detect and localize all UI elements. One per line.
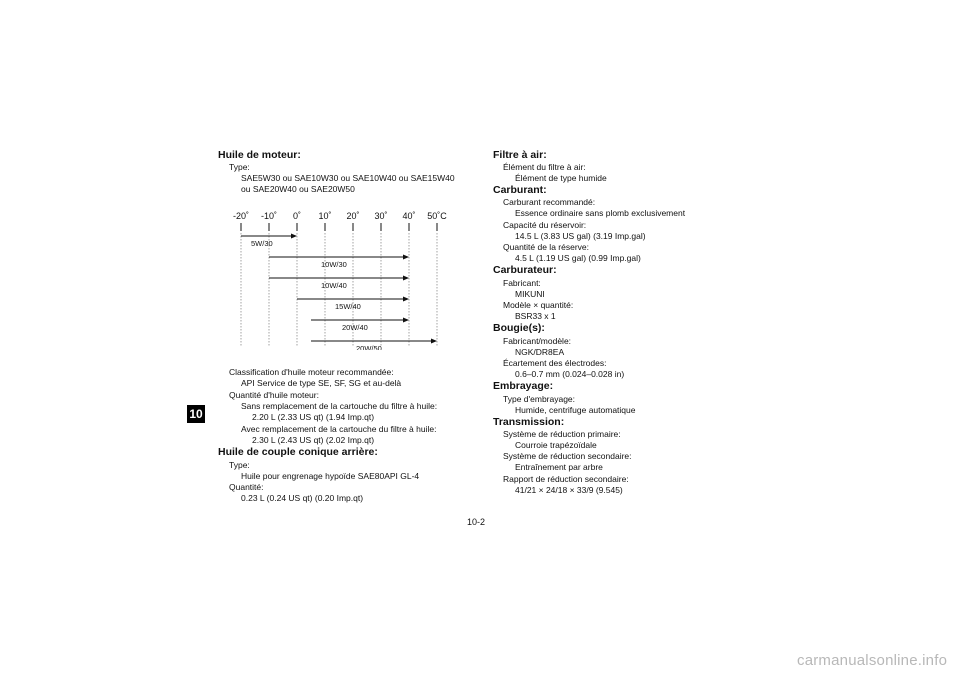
transmission-secondary-label: Système de réduction secondaire: (503, 451, 632, 461)
rear-gear-oil-heading: Huile de couple conique arrière: (218, 446, 378, 458)
oil-quantity-label: Quantité d'huile moteur: (229, 390, 319, 400)
grade-arrow-0 (291, 234, 297, 239)
fuel-tank-value: 14.5 L (3.83 US gal) (3.19 Imp.gal) (515, 231, 646, 241)
air-filter-label: Élément du filtre à air: (503, 162, 586, 172)
spark-plug-model-value: NGK/DR8EA (515, 347, 565, 357)
transmission-ratio-value: 41/21 × 24/18 × 33/9 (9.545) (515, 485, 623, 495)
transmission-secondary-value: Entraînement par arbre (515, 462, 603, 472)
grade-label-0: 5W/30 (251, 239, 273, 248)
chapter-tab: 10 (187, 405, 205, 423)
engine-oil-type-line1: SAE5W30 ou SAE10W30 ou SAE10W40 ou SAE15W40 (241, 173, 455, 183)
grade-arrow-4 (403, 318, 409, 323)
temp-label-3: 10˚ (318, 211, 332, 221)
fuel-reserve-value: 4.5 L (1.19 US gal) (0.99 Imp.gal) (515, 253, 641, 263)
carburetor-maker-value: MIKUNI (515, 289, 545, 299)
oil-classification-label: Classification d'huile moteur recommandée: (229, 367, 394, 377)
temp-label-0: -20˚ (232, 211, 250, 221)
carburetor-heading: Carburateur: (493, 264, 557, 276)
temp-label-4: 20˚ (346, 211, 360, 221)
clutch-type-label: Type d'embrayage: (503, 394, 576, 404)
fuel-recommended-label: Carburant recommandé: (503, 197, 596, 207)
oil-without-filter-label: Sans remplacement de la cartouche du filtre à huile: (241, 401, 438, 411)
spark-plug-gap-label: Écartement des électrodes: (503, 358, 607, 368)
engine-oil-heading: Huile de moteur: (218, 149, 301, 161)
grade-arrow-1 (403, 255, 409, 260)
oil-classification-value: API Service de type SE, SF, SG et au-delà (241, 378, 402, 388)
grade-label-5: 20W/50 (356, 344, 382, 350)
carburetor-model-label: Modèle × quantité: (503, 300, 574, 310)
carburetor-maker-label: Fabricant: (503, 278, 541, 288)
transmission-primary-label: Système de réduction primaire: (503, 429, 621, 439)
temp-label-1: -10˚ (260, 211, 278, 221)
oil-without-filter-value: 2.20 L (2.33 US qt) (1.94 Imp.qt) (252, 412, 375, 422)
page-number: 10-2 (467, 517, 486, 527)
spark-plug-heading: Bougie(s): (493, 322, 545, 334)
transmission-primary-value: Courroie trapézoïdale (515, 440, 597, 450)
temp-label-5: 30˚ (374, 211, 388, 221)
air-filter-value: Élément de type humide (515, 173, 607, 183)
rear-gear-oil-type-value: Huile pour engrenage hypoïde SAE80API GL-4 (241, 471, 420, 481)
grade-label-3: 15W/40 (335, 302, 361, 311)
spark-plug-model-label: Fabricant/modèle: (503, 336, 572, 346)
engine-oil-type-label: Type: (229, 162, 250, 172)
rear-gear-oil-qty-value: 0.23 L (0.24 US qt) (0.20 Imp.qt) (241, 493, 364, 503)
oil-with-filter-label: Avec remplacement de la cartouche du filtre à huile: (241, 424, 437, 434)
temp-label-7: 50˚C (427, 211, 447, 221)
fuel-heading: Carburant: (493, 184, 547, 196)
clutch-type-value: Humide, centrifuge automatique (515, 405, 636, 415)
grade-label-2: 10W/40 (321, 281, 347, 290)
air-filter-heading: Filtre à air: (493, 149, 547, 161)
grade-arrow-3 (403, 297, 409, 302)
engine-oil-type-line2: ou SAE20W40 ou SAE20W50 (241, 184, 355, 194)
watermark: carmanualsonline.info (797, 652, 948, 669)
transmission-heading: Transmission: (493, 416, 565, 428)
rear-gear-oil-type-label: Type: (229, 460, 250, 470)
oil-with-filter-value: 2.30 L (2.43 US qt) (2.02 Imp.qt) (252, 435, 375, 445)
fuel-reserve-label: Quantité de la réserve: (503, 242, 589, 252)
fuel-recommended-value: Essence ordinaire sans plomb exclusivement (515, 208, 686, 218)
grade-arrow-2 (403, 276, 409, 281)
oil-viscosity-chart (225, 206, 455, 350)
carburetor-model-value: BSR33 x 1 (515, 311, 556, 321)
fuel-tank-label: Capacité du réservoir: (503, 220, 587, 230)
temp-label-6: 40˚ (402, 211, 416, 221)
clutch-heading: Embrayage: (493, 380, 554, 392)
grade-label-4: 20W/40 (342, 323, 368, 332)
spark-plug-gap-value: 0.6–0.7 mm (0.024–0.028 in) (515, 369, 625, 379)
transmission-ratio-label: Rapport de réduction secondaire: (503, 474, 629, 484)
temp-label-2: 0˚ (292, 211, 302, 221)
rear-gear-oil-qty-label: Quantité: (229, 482, 264, 492)
grade-label-1: 10W/30 (321, 260, 347, 269)
grade-arrow-5 (431, 339, 437, 344)
